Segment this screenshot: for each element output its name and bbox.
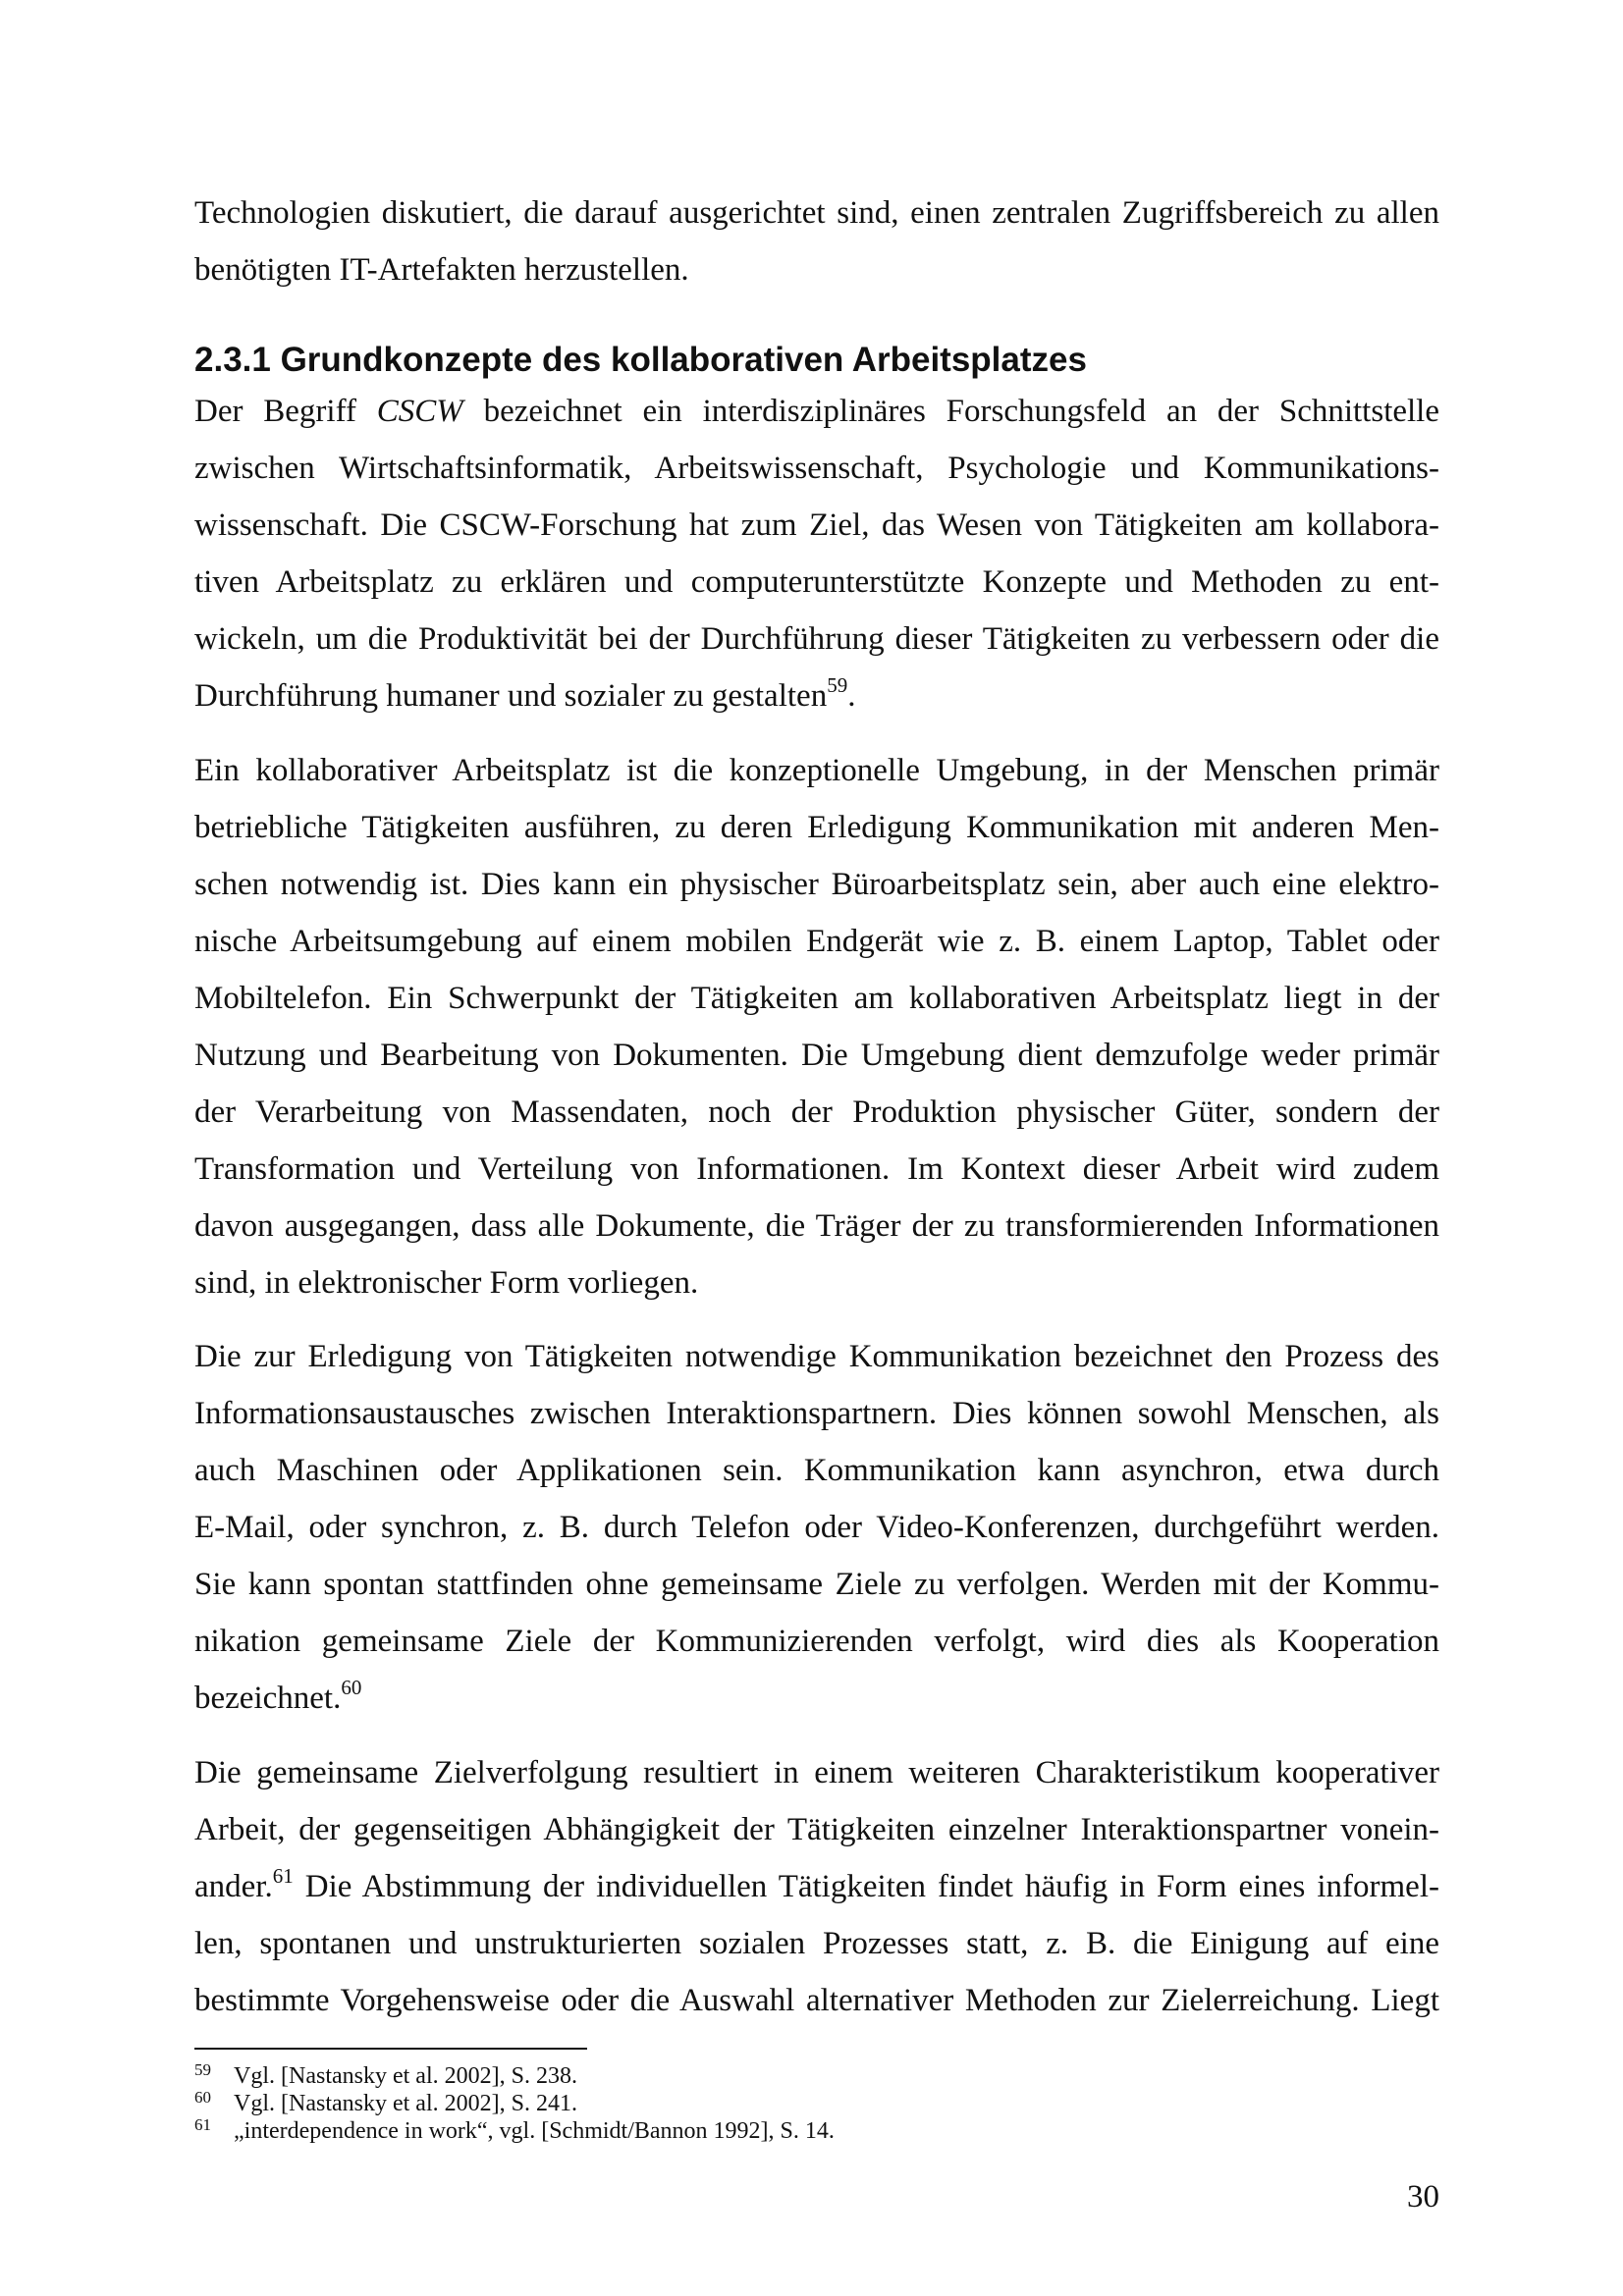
text-line: Technologien diskutiert, die darauf ausgerichtet sind, einen zentralen Zugriffsbereich zu allen xyxy=(194,195,1439,231)
text-line: wickeln, um die Produktivität bei der Durchführung dieser Tätigkeiten zu verbessern oder die xyxy=(194,621,1439,657)
text-line: Die gemeinsame Zielverfolgung resultiert in einem weiteren Charakteristikum kooperativer xyxy=(194,1755,1439,1790)
footnote-number: 61 xyxy=(194,2115,211,2134)
text-line: len, spontanen und unstrukturierten sozialen Prozesses statt, z. B. die Einigung auf eine xyxy=(194,1926,1439,1961)
text-line xyxy=(194,1670,1439,1727)
text-line: auch Maschinen oder Applikationen sein. Kommunikation kann asynchron, etwa durch xyxy=(194,1453,1439,1488)
footnote-60 xyxy=(194,2089,1176,2118)
text-line: zwischen Wirtschaftsinformatik, Arbeitswissenschaft, Psychologie und Kommunikations- xyxy=(194,451,1439,486)
text-line: davon ausgegangen, dass alle Dokumente, die Träger der zu transformierenden Informationen xyxy=(194,1208,1439,1244)
footnote-61 xyxy=(194,2116,1176,2146)
text-line: tiven Arbeitsplatz zu erklären und computerunterstützte Konzepte und Methoden zu ent- xyxy=(194,564,1439,600)
text-line: schen notwendig ist. Dies kann ein physischer Büroarbeitsplatz sein, aber auch eine elektro- xyxy=(194,867,1439,902)
text-line: wissenschaft. Die CSCW-Forschung hat zum Ziel, das Wesen von Tätigkeiten am kollabora- xyxy=(194,507,1439,543)
text-line: Die zur Erledigung von Tätigkeiten notwendige Kommunikation bezeichnet den Prozess des xyxy=(194,1339,1439,1374)
footnote-separator xyxy=(194,2048,587,2050)
text-fragment: Durchführung humaner und sozialer zu gestalten xyxy=(194,678,828,714)
cscw-term: CSCW xyxy=(376,394,463,429)
text-line: Informationsaustausches zwischen Interaktionspartnern. Dies können sowohl Menschen, als xyxy=(194,1396,1439,1431)
text-fragment: bezeichnet. xyxy=(194,1681,342,1716)
text-line: sind, in elektronischer Form vorliegen. xyxy=(194,1265,699,1301)
text-line: Transformation und Verteilung von Informationen. Im Kontext dieser Arbeit wird zudem xyxy=(194,1151,1439,1187)
text-line: bestimmte Vorgehensweise oder die Auswahl alternativer Methoden zur Zielerreichung. Liegt xyxy=(194,1983,1439,2018)
footnote-text: Vgl. [Nastansky et al. 2002], S. 241. xyxy=(234,2091,577,2116)
section-heading: 2.3.1 Grundkonzepte des kollaborativen Arbeitsplatzes xyxy=(194,341,1087,379)
text-fragment: bezeichnet ein interdisziplinäres Forschungsfeld an der Schnittstelle xyxy=(462,394,1439,429)
text-line: nikation gemeinsame Ziele der Kommunizierenden verfolgt, wird dies als Kooperation xyxy=(194,1624,1439,1659)
text-line: der Verarbeitung von Massendaten, noch der Produktion physischer Güter, sondern der xyxy=(194,1095,1439,1130)
text-line xyxy=(194,383,1439,440)
text-line: Nutzung und Bearbeitung von Dokumenten. Die Umgebung dient demzufolge weder primär xyxy=(194,1038,1439,1073)
footnote-text: Vgl. [Nastansky et al. 2002], S. 238. xyxy=(234,2063,577,2089)
text-line: E-Mail, oder synchron, z. B. durch Telefon oder Video-Konferenzen, durchgeführt werden. xyxy=(194,1510,1439,1545)
footnote-ref-61[interactable]: 61 xyxy=(272,1864,294,1888)
text-fragment: Der Begriff xyxy=(194,394,377,429)
text-fragment: Die Abstimmung der individuellen Tätigkeiten findet häufig in Form eines informel- xyxy=(293,1869,1439,1904)
footnote-ref-60[interactable]: 60 xyxy=(341,1676,362,1699)
page-number: 30 xyxy=(1407,2179,1439,2215)
text-fragment: . xyxy=(847,678,856,714)
text-line: Arbeit, der gegenseitigen Abhängigkeit der Tätigkeiten einzelner Interaktionspartner vonein- xyxy=(194,1812,1439,1847)
text-line: nische Arbeitsumgebung auf einem mobilen Endgerät wie z. B. einem Laptop, Tablet oder xyxy=(194,924,1439,959)
footnote-number: 60 xyxy=(194,2088,211,2107)
footnote-ref-59[interactable]: 59 xyxy=(827,673,848,697)
text-line: Sie kann spontan stattfinden ohne gemeinsame Ziele zu verfolgen. Werden mit der Kommu- xyxy=(194,1567,1439,1602)
text-line xyxy=(194,1858,1439,1915)
text-line xyxy=(194,667,1439,724)
text-line: betriebliche Tätigkeiten ausführen, zu deren Erledigung Kommunikation mit anderen Men- xyxy=(194,810,1439,845)
footnote-text: „interdependence in work“, vgl. [Schmidt/Bannon 1992], S. 14. xyxy=(234,2118,835,2144)
footnote-number: 59 xyxy=(194,2060,211,2079)
text-line: Ein kollaborativer Arbeitsplatz ist die konzeptionelle Umgebung, in der Menschen primär xyxy=(194,753,1439,788)
text-fragment: ander. xyxy=(194,1869,273,1904)
text-line: benötigten IT-Artefakten herzustellen. xyxy=(194,252,689,288)
text-line: Mobiltelefon. Ein Schwerpunkt der Tätigkeiten am kollaborativen Arbeitsplatz liegt in der xyxy=(194,981,1439,1016)
footnote-59 xyxy=(194,2061,1176,2091)
